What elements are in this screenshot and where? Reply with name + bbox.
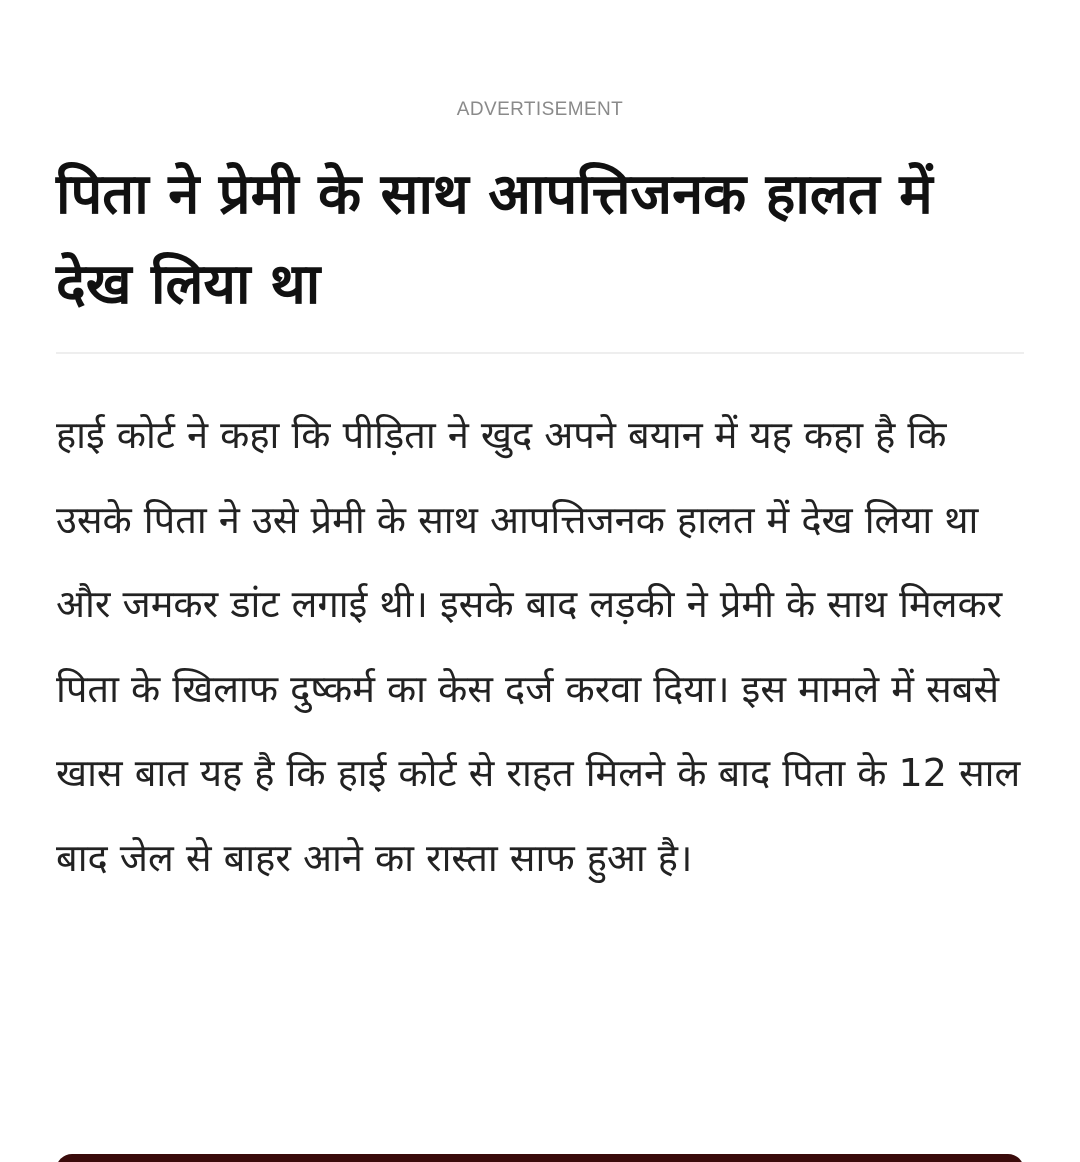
headline-divider xyxy=(56,352,1024,354)
article-body: हाई कोर्ट ने कहा कि पीड़िता ने खुद अपने बयान में यह कहा है कि उसके पिता ने उसे प्रेमी के साथ आपत्तिजनक हालत में देख लिया था और जमकर डांट लगाई थी। इसके बाद लड़की ने प्रेमी के साथ मिलकर पिता के खिलाफ दुष्कर्म का केस दर्ज करवा दिया। इस मामले में सबसे खास बात यह है कि हाई कोर्ट से राहत मिलने के बाद पिता के 12 साल बाद जेल से बाहर आने का रास्ता साफ हुआ है। xyxy=(56,413,1021,880)
article-headline: पिता ने प्रेमी के साथ आपत्तिजनक हालत में देख लिया था xyxy=(56,162,933,317)
bottom-banner[interactable] xyxy=(56,1154,1024,1162)
advertisement-label: ADVERTISEMENT xyxy=(456,99,624,120)
